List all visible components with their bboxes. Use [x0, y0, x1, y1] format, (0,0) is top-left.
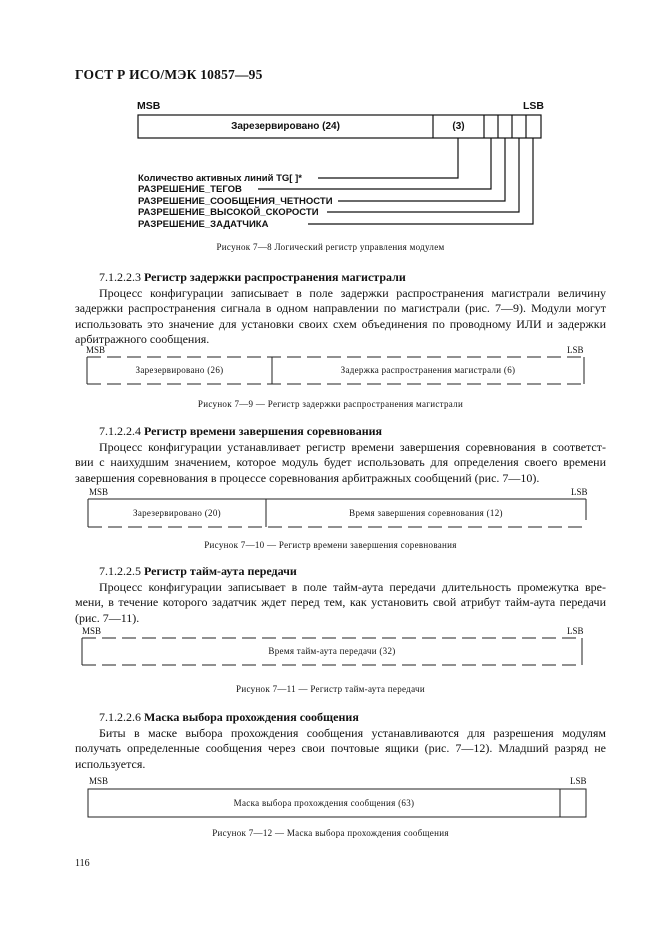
fig78-label-master-enable: РАЗРЕШЕНИЕ_ЗАДАТЧИКА — [138, 219, 269, 230]
paragraph-line: использовать это значение для установки своих схем объединения по проводному ИЛИ и задержки — [75, 316, 606, 331]
fig79-caption: Рисунок 7—9 — Регистр задержки распространения магистрали — [197, 399, 464, 409]
fig711-caption: Рисунок 7—11 — Регистр тайм-аута передачи — [236, 684, 425, 694]
paragraph-line: используется. — [75, 756, 146, 771]
fig711-lsb-label: LSB — [567, 626, 584, 636]
fig712-caption: Рисунок 7—12 — Маска выбора прохождения сообщения — [212, 828, 449, 838]
document-header: ГОСТ Р ИСО/МЭК 10857—95 — [75, 67, 263, 82]
paragraph-line: получать определенные сообщения через свои почтовые ящики (рис. 7—12). Младший разряд не — [75, 741, 606, 756]
paragraph-line: завершения соревнования в процессе соревнования арбитражных сообщений (рис. 7—10). — [75, 470, 540, 485]
section-number: 7.1.2.2.4 — [99, 424, 141, 438]
fig78-lsb-label: LSB — [523, 100, 544, 112]
section-number: 7.1.2.2.3 — [99, 270, 141, 284]
paragraph-line: вии с наихудшим значением, которое модуль будет использовать для определения своего времени — [75, 455, 606, 470]
paragraph-line: (рис. 7—11). — [75, 610, 140, 625]
fig78-label-parity-enable: РАЗРЕШЕНИЕ_СООБЩЕНИЯ_ЧЕТНОСТИ — [138, 196, 333, 207]
fig79-msb-label: MSB — [86, 345, 106, 355]
fig79-lsb-label: LSB — [567, 345, 584, 355]
fig712-mask-field: Маска выбора прохождения сообщения (63) — [233, 798, 415, 808]
fig78-msb-label: MSB — [137, 100, 161, 112]
paragraph-line: мени, в течение которого задатчик ждет перед тем, как установить свой атрибут тайм-аута передачи — [75, 595, 606, 610]
fig712-lsb-label: LSB — [570, 776, 587, 786]
fig78-count-field: (3) — [452, 121, 465, 132]
section-number: 7.1.2.2.5 — [99, 564, 141, 578]
section-title: Регистр тайм-аута передачи — [144, 564, 297, 578]
fig711-msb-label: MSB — [82, 626, 102, 636]
fig712-msb-label: MSB — [89, 776, 109, 786]
fig78-caption: Рисунок 7—8 Логический регистр управления модулем — [216, 242, 445, 252]
section-title: Регистр задержки распространения магистрали — [144, 270, 406, 284]
fig78-label-highspeed-enable: РАЗРЕШЕНИЕ_ВЫСОКОЙ_СКОРОСТИ — [138, 207, 319, 218]
fig78-label-tag-enable: РАЗРЕШЕНИЕ_ТЕГОВ — [138, 184, 242, 195]
page-number: 116 — [75, 858, 90, 869]
fig710-reserved-field: Зарезервировано (20) — [133, 508, 221, 518]
fig79-reserved-field: Зарезервировано (26) — [135, 365, 224, 375]
paragraph-line: арбитражного сообщения. — [75, 331, 210, 346]
fig79-delay-field: Задержка распространения магистрали (6) — [340, 365, 516, 375]
section-title: Маска выбора прохождения сообщения — [144, 710, 359, 724]
fig710-completion-field: Время завершения соревнования (12) — [349, 508, 503, 518]
fig78-reserved-field: Зарезервировано (24) — [231, 121, 340, 132]
paragraph-line: Процесс конфигурации записывает в поле тайм-аута передачи длительность промежутка вре- — [99, 580, 606, 594]
fig78-label-active-lines: Количество активных линий TG[ ]* — [138, 173, 302, 184]
fig710-msb-label: MSB — [89, 487, 109, 497]
fig710-lsb-label: LSB — [571, 487, 588, 497]
paragraph-line: Биты в маске выбора прохождения сообщения устанавливаются для разрешения модулям — [99, 726, 606, 740]
paragraph-line: задержки распространения сигнала в одном направлении по магистрали (рис. 7—9). Модули могут — [75, 301, 606, 316]
section-title: Регистр времени завершения соревнования — [144, 424, 383, 438]
fig710-caption: Рисунок 7—10 — Регистр времени завершения соревнования — [204, 540, 457, 550]
section-number: 7.1.2.2.6 — [99, 710, 141, 724]
paragraph-line: Процесс конфигурации устанавливает регистр времени завершения соревнования в соответст- — [99, 440, 606, 454]
paragraph-line: Процесс конфигурации записывает в поле задержки распространения магистрали величину — [99, 286, 606, 300]
fig711-timeout-field: Время тайм-аута передачи (32) — [268, 646, 396, 656]
